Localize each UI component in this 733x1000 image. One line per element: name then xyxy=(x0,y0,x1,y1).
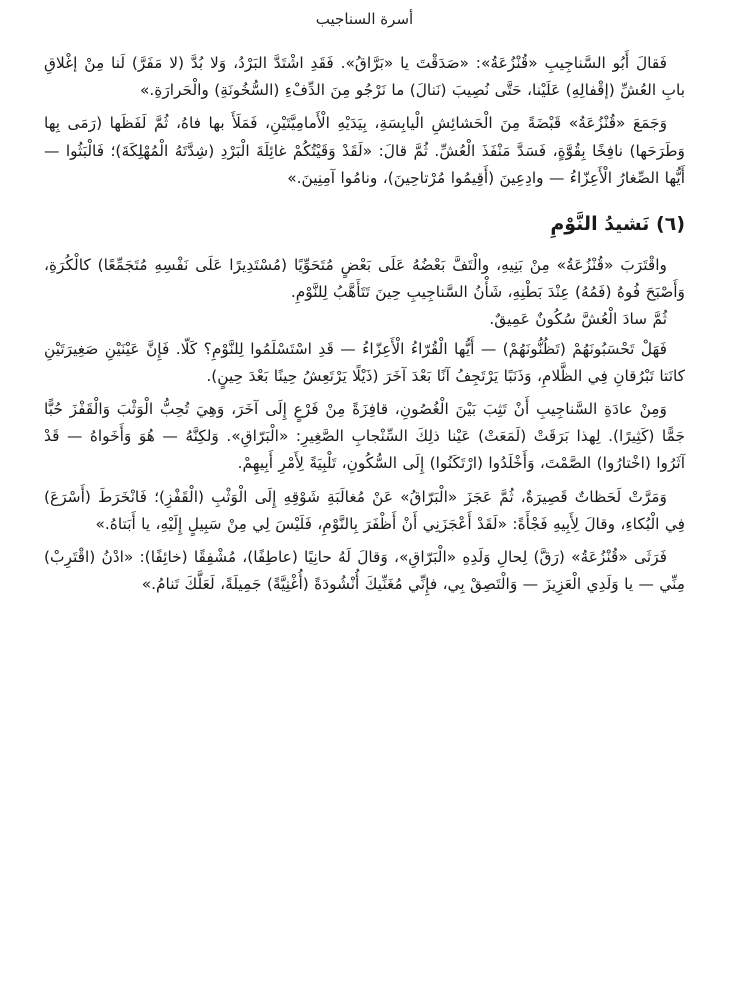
paragraph-squirrel-habits: وَمِنْ عادَةِ السَّناجِيبِ أَنْ تَثِبَ بَيْنَ الْغُصُونِ، قافِزَةً مِنْ فَرْعٍ إِلَى آخَرَ، وَهِيَ تُحِبُّ الْوَثْبَ وَالْقَفْزَ حُبًّا جَمًّا (كَثِيرًا). لِهذا بَرَقَتْ (لَمَعَتْ) عَيْنا ذلِكَ السِّنْجابِ الصَّغِيرِ: «الْبَرّاقِ». وَلكِنَّهُ — هُوَ وَأَخَواهُ — قَدْ آثَرُوا (اخْتارُوا) الصَّمْتَ، وَأَخْلَدُوا (ارْتَكَنُوا) إِلَى السُّكُونِ، تَلْبِيَةً لِأَمْرِ أَبِيهِمْ. xyxy=(44,400,685,473)
paragraph-barraq-cries: وَمَرَّتْ لَحَظاتٌ قَصِيرَةٌ، ثُمَّ عَجَزَ «الْبَرّاقُ» عَنْ مُغالَبَةِ شَوْقِهِ إِلَى الْوَثْبِ (الْقَفْزِ)؛ فَانْخَرَطَ (أَسْرَعَ) فِي الْبُكاءِ، وقالَ لِأَبِيهِ فَجْأَةً: «لَقَدْ أَعْجَزَنِي أَنْ أَظْفَرَ بِالنَّوْمِ، فَلَيْسَ لِي مِنْ سَبِيلٍ إِلَيْهِ، يا أَبَتاهُ.» xyxy=(44,487,685,533)
paragraph-silence: ثُمَّ سادَ الْعُشَّ سُكُونٌ عَمِيقٌ. xyxy=(489,310,667,329)
paragraph-sealing-nest: وَجَمَعَ «قُنْزُعَةُ» قَبْضَةً مِنَ الْحَشائِشِ الْيابِسَةِ، بِيَدَيْهِ الْأَمامِيَّتَيْنِ، فَمَلَأَ بها فاهُ، ثُمَّ لَفَظَها (رَمَى بِها وَطَرَحَها) نافِخًا بِقُوَّةٍ، فَسَدَّ مَنْفَذَ الْعُشِّ. ثُمَّ قالَ: «لَقَدْ وَقَيْتُكُمْ غائِلَةَ الْبَرْدِ (شِدَّتَهُ الْمُهْلِكَةَ)؛ فَالْبَثُوا — أَيُّها الصِّغارُ الْأَعِزّاءُ — وادِعِينَ (أَقِيمُوا مُرْتاحِينَ)، ونامُوا آمِنِينَ.» xyxy=(44,114,685,187)
paragraph-father-song: فَرَثَى «قُنْزُعَةُ» (رَقَّ) لِحالِ وَلَدِهِ «الْبَرّاقِ»، وَقالَ لَهُ حانِيًا (عاطِفًا)، مُشْفِقًا (خائِفًا): «ادْنُ (اقْتَرِبْ) مِنِّي — يا وَلَدِي الْعَزِيزَ — وَالْتَصِقْ بِي، فإِنِّي مُغَنِّيكَ أُنْشُودَةً (أُغْنِيَّةً) جَمِيلَةً، لَعَلَّكَ تَنامُ.» xyxy=(44,548,685,594)
section-heading: (٦) نَشيدُ النَّوْمِ xyxy=(550,213,685,236)
paragraph-father-reply: فَقالَ أَبُو السَّناجِيبِ «قُنْزُعَةُ»: «صَدَقْتَ يا «بَرَّاقُ». فَقَدِ اشْتَدَّ البَرْدُ، وَلا بُدَّ (لا مَفَرَّ) لَنا مِنْ إغْلاقِ بابِ العُشِّ (إقْفالِهِ) عَلَيْنا، حَتَّى نُصِيبَ (نَنالَ) ما نَرْجُو مِنَ الدِّفْءِ (السُّخُونَةِ) والْحَرارَةِ.» xyxy=(44,54,685,100)
paragraph-curling-up: واقْتَرَبَ «قُنْزُعَةُ» مِنْ بَنِيهِ، والْتَفَّ بَعْضُهُ عَلَى بَعْضٍ مُتَحَوِّيًا (مُسْتَدِيرًا عَلَى نَفْسِهِ مُتَجَمِّعًا) كالْكُرَةِ، وَأَصْبَحَ فُوهُ (فَمُهُ) عِنْدَ بَطْنِهِ، شَأْنُ السَّناجِيبِ حِينَ تَتَأَهَّبُ لِلنَّوْمِ. xyxy=(44,256,685,302)
paragraph-shining-eyes: فَهَلْ تَحْسَبُونَهُمْ (تَظُنُّونَهُمْ) — أَيُّها الْقُرّاءُ الْأَعِزّاءُ — قَدِ اسْتَسْلَمُوا لِلنَّوْمِ؟ كَلّا. فَإِنَّ عَيْنَيْنِ صَغِيرَتَيْنِ كانَتا تَبْرُقانِ فِي الظَّلامِ، وَذَنَبًا يَرْتَجِفُ آنًا بَعْدَ آخَرَ (ذَيْلًا يَرْتَعِشُ حِينًا بَعْدَ حِينٍ). xyxy=(44,339,685,385)
running-header: أسرة السناجيب xyxy=(315,10,414,28)
